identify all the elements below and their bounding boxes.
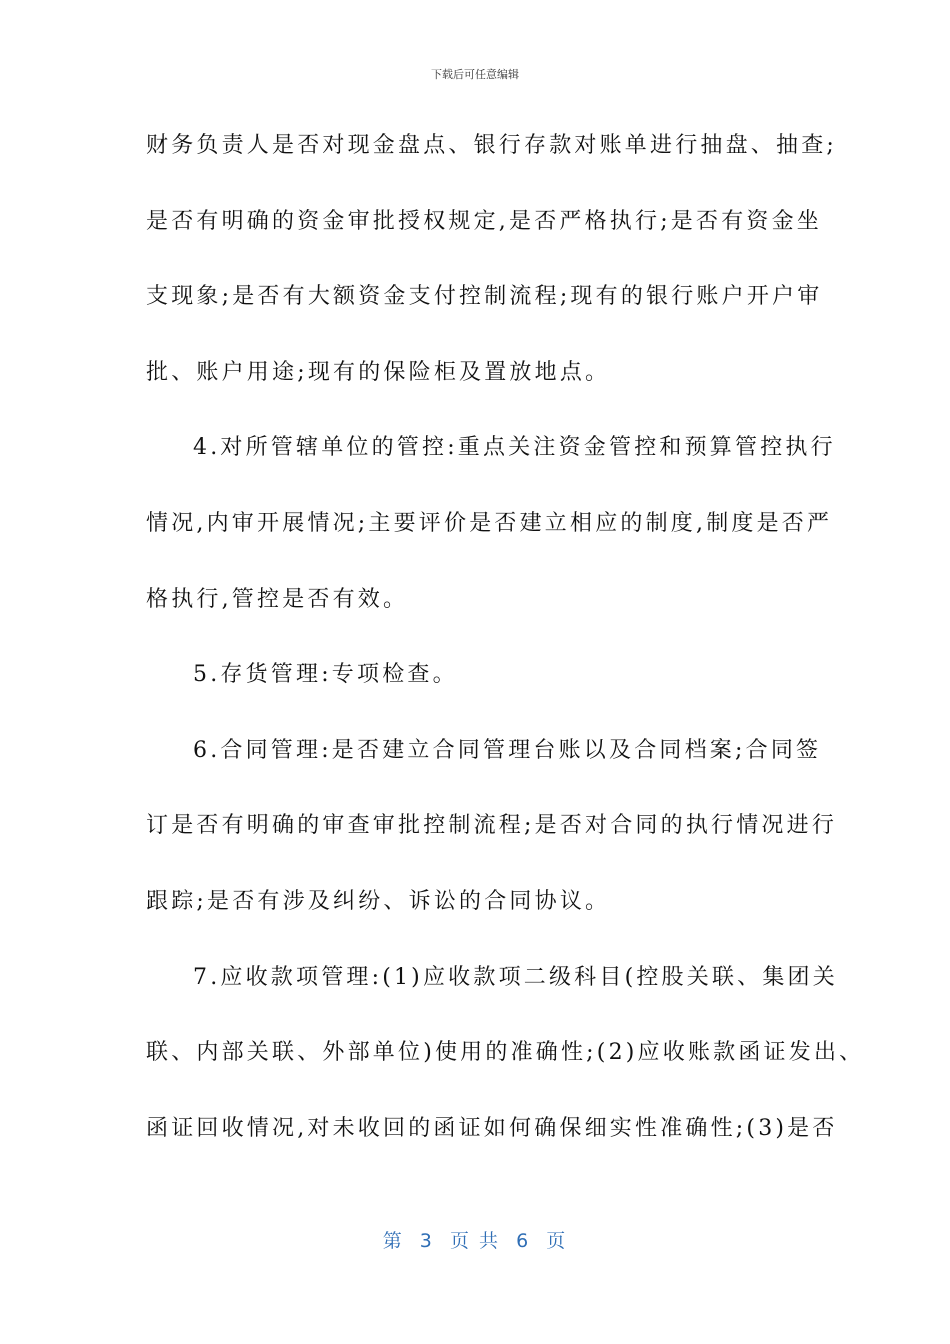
page-number: 第 3 页 共 6 页	[382, 1230, 568, 1252]
document-body	[146, 118, 865, 1176]
paragraph-line: 是否有明确的资金审批授权规定,是否严格执行;是否有资金坐	[146, 208, 823, 234]
paragraph-line: 5.存货管理:专项检查。	[193, 662, 458, 688]
paragraph-line: 订是否有明确的审查审批控制流程;是否对合同的执行情况进行	[146, 813, 838, 839]
paragraph-line: 函证回收情况,对未收回的函证如何确保细实性准确性;(3)是否	[146, 1115, 838, 1141]
paragraph-line: 财务负责人是否对现金盘点、银行存款对账单进行抽盘、抽查;	[146, 133, 838, 158]
paragraph-line: 情况,内审开展情况;主要评价是否建立相应的制度,制度是否严	[146, 510, 833, 536]
paragraph-line: 批、账户用途;现有的保险柜及置放地点。	[146, 359, 611, 385]
paragraph-line: 支现象;是否有大额资金支付控制流程;现有的银行账户开户审	[146, 284, 823, 310]
paragraph-line: 格执行,管控是否有效。	[146, 586, 409, 612]
paragraph-line: 7.应收款项管理:(1)应收款项二级科目(控股关联、集团关	[193, 964, 838, 990]
paragraph-line: 6.合同管理:是否建立合同管理台账以及合同档案;合同签	[193, 737, 822, 763]
paragraph-line: 联、内部关联、外部单位)使用的准确性;(2)应收账款函证发出、	[146, 1040, 865, 1066]
header-note: 下载后可任意编辑	[431, 68, 519, 81]
paragraph-line: 4.对所管辖单位的管控:重点关注资金管控和预算管控执行	[193, 435, 836, 461]
paragraph-line: 跟踪;是否有涉及纠纷、诉讼的合同协议。	[146, 888, 611, 914]
